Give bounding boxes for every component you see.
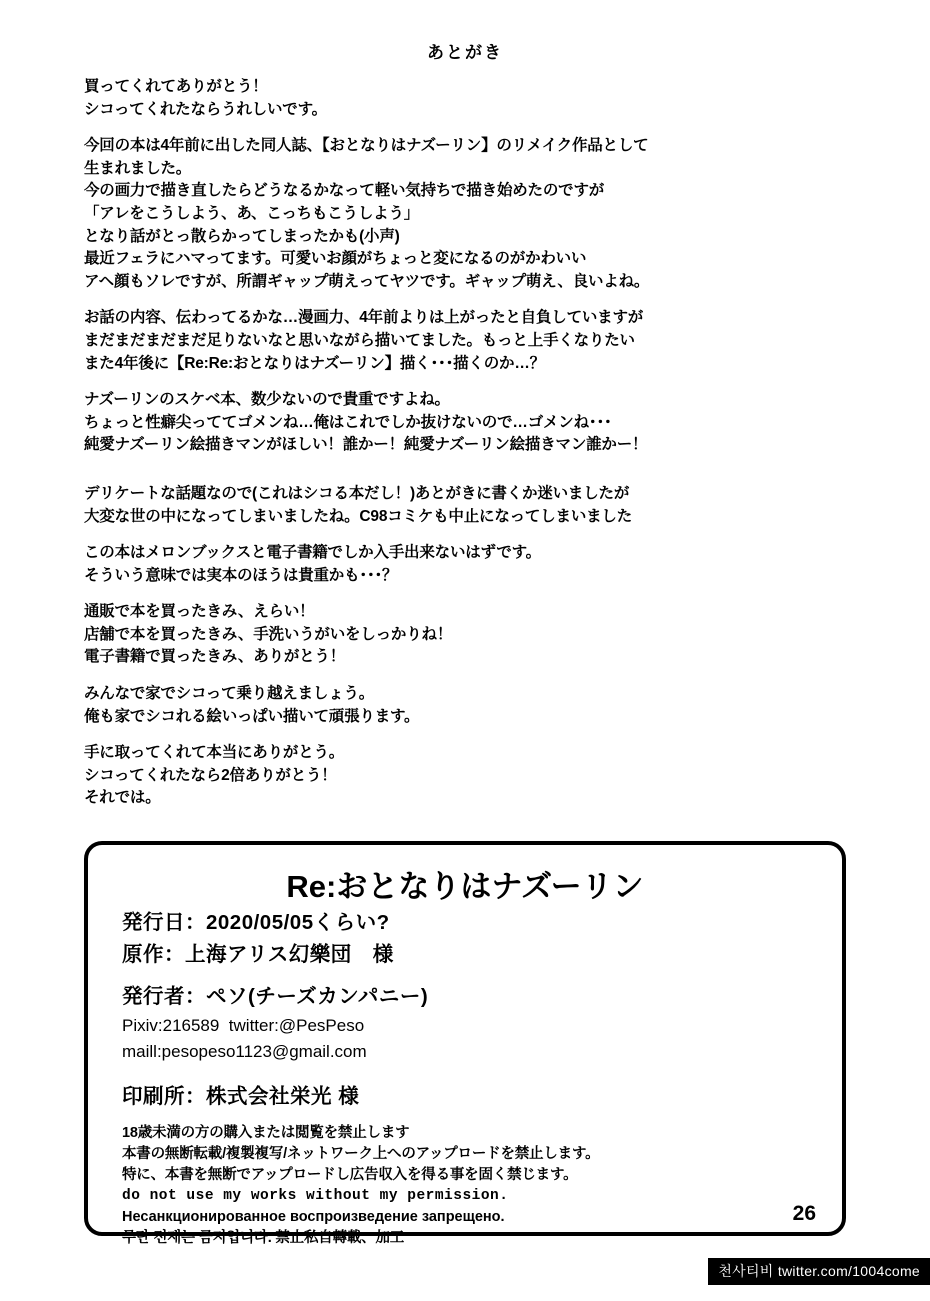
text-line: 電子書籍で買ったきみ、ありがとう！ (84, 648, 346, 666)
notice-russian: Несанкционированное воспроизведение запрещено. (122, 1209, 505, 1225)
watermark-kr-text: 천사티비 (718, 1263, 774, 1279)
printer: 印刷所：株式会社栄光 様 (122, 1085, 360, 1108)
text-line: 今の画力で描き直したらどうなるかなって軽い気持ちで描き始めたのですが (84, 182, 605, 200)
notice-reproduction: 本書の無断転載/複製複写/ネットワーク上へのアップロードを禁止します。 (122, 1146, 600, 1162)
paragraph (84, 307, 874, 375)
text-line: ちょっと性癖尖っててゴメンね…俺はこれでしか抜けないので…ゴメンね･･･ (84, 413, 612, 431)
page-title: あとがき (427, 43, 503, 62)
text-line: となり話がとっ散らかってしまったかも(小声) (84, 227, 400, 245)
text-line: みんなで家でシコって乗り越えましょう。 (84, 685, 375, 703)
notice-age: 18歳未満の方の購入または閲覧を禁止します (122, 1125, 410, 1141)
text-line: シコってくれたなら2倍ありがとう！ (84, 766, 337, 784)
text-line: 「アレをこうしよう、あ、こっちもこうしよう」 (84, 204, 420, 222)
notice-english: do not use my works without my permission. (122, 1188, 509, 1204)
text-line: この本はメロンブックスと電子書籍でしか入手出来ないはずです。 (84, 544, 541, 562)
publisher: 発行者：ペソ(チーズカンパニー) (122, 985, 429, 1008)
publish-date: 発行日：2020/05/05くらい? (122, 911, 390, 934)
paragraph (84, 601, 874, 669)
mail-address: maill:pesopeso1123@gmail.com (122, 1042, 367, 1061)
watermark-banner (708, 1258, 930, 1285)
text-line: 通販で本を買ったきみ、えらい！ (84, 603, 315, 621)
text-line: ナズーリンのスケベ本、数少ないので貴重ですよね。 (84, 391, 450, 409)
original-work: 原作：上海アリス幻樂団 様 (122, 943, 394, 966)
text-line: 俺も家でシコれる絵いっぱい描いて頑張ります。 (84, 707, 420, 725)
text-line: まだまだまだまだ足りないなと思いながら描いてました。もっと上手くなりたい (84, 331, 635, 349)
text-line: 生まれました。 (84, 159, 192, 177)
text-line: デリケートな話題なので(これはシコる本だし！)あとがきに書くか迷いましたが (84, 484, 630, 502)
paragraph (84, 389, 874, 457)
paragraph (84, 683, 874, 728)
text-line: アヘ顔もソレですが、所謂ギャップ萌えってヤツです。ギャップ萌え、良いよね。 (84, 272, 650, 290)
text-line: お話の内容、伝わってるかな…漫画力、4年前よりは上がったと自負していますが (84, 309, 644, 327)
text-line: そういう意味では実本のほうは貴重かも･･･？ (84, 566, 398, 584)
colophon-title: Re:おとなりはナズーリン (286, 869, 644, 904)
pixiv-twitter: Pixiv:216589 twitter:@PesPeso (122, 1016, 365, 1035)
paragraph (84, 742, 874, 810)
paragraph (84, 135, 874, 293)
text-line: 手に取ってくれて本当にありがとう。 (84, 744, 345, 762)
text-line: シコってくれたならうれしいです。 (84, 100, 327, 118)
text-line: また4年後に【Re:Re:おとなりはナズーリン】描く･･･描くのか…？ (84, 354, 545, 372)
notice-ads: 特に、本書を無断でアップロードし広告収入を得る事を固く禁じます。 (122, 1167, 578, 1183)
text-line: 純愛ナズーリン絵描きマンがほしい！誰かー！純愛ナズーリン絵描きマン誰かー！ (84, 436, 648, 454)
watermark-url: twitter.com/1004come (777, 1263, 920, 1279)
text-line: 今回の本は4年前に出した同人誌、【おとなりはナズーリン】のリメイク作品として (84, 137, 649, 155)
paragraph (84, 483, 874, 528)
text-line: 最近フェラにハマってます。可愛いお顔がちょっと変になるのがかわいい (84, 250, 587, 268)
text-line: 店舗で本を買ったきみ、手洗いうがいをしっかりね！ (84, 625, 453, 643)
text-line: それでは。 (84, 789, 161, 807)
afterword-body (84, 76, 874, 824)
paragraph (84, 542, 874, 587)
text-line: 買ってくれてありがとう！ (84, 78, 268, 95)
text-line: 大変な世の中になってしまいましたね。C98コミケも中止になってしまいました (84, 507, 633, 525)
paragraph (84, 76, 874, 121)
notice-korean: 무단 전재는 금지입니다. 禁止私自轉載、加工 (122, 1230, 405, 1246)
page-number: 26 (792, 1202, 816, 1225)
colophon-box (84, 841, 846, 1246)
colophon-body (122, 907, 822, 1249)
